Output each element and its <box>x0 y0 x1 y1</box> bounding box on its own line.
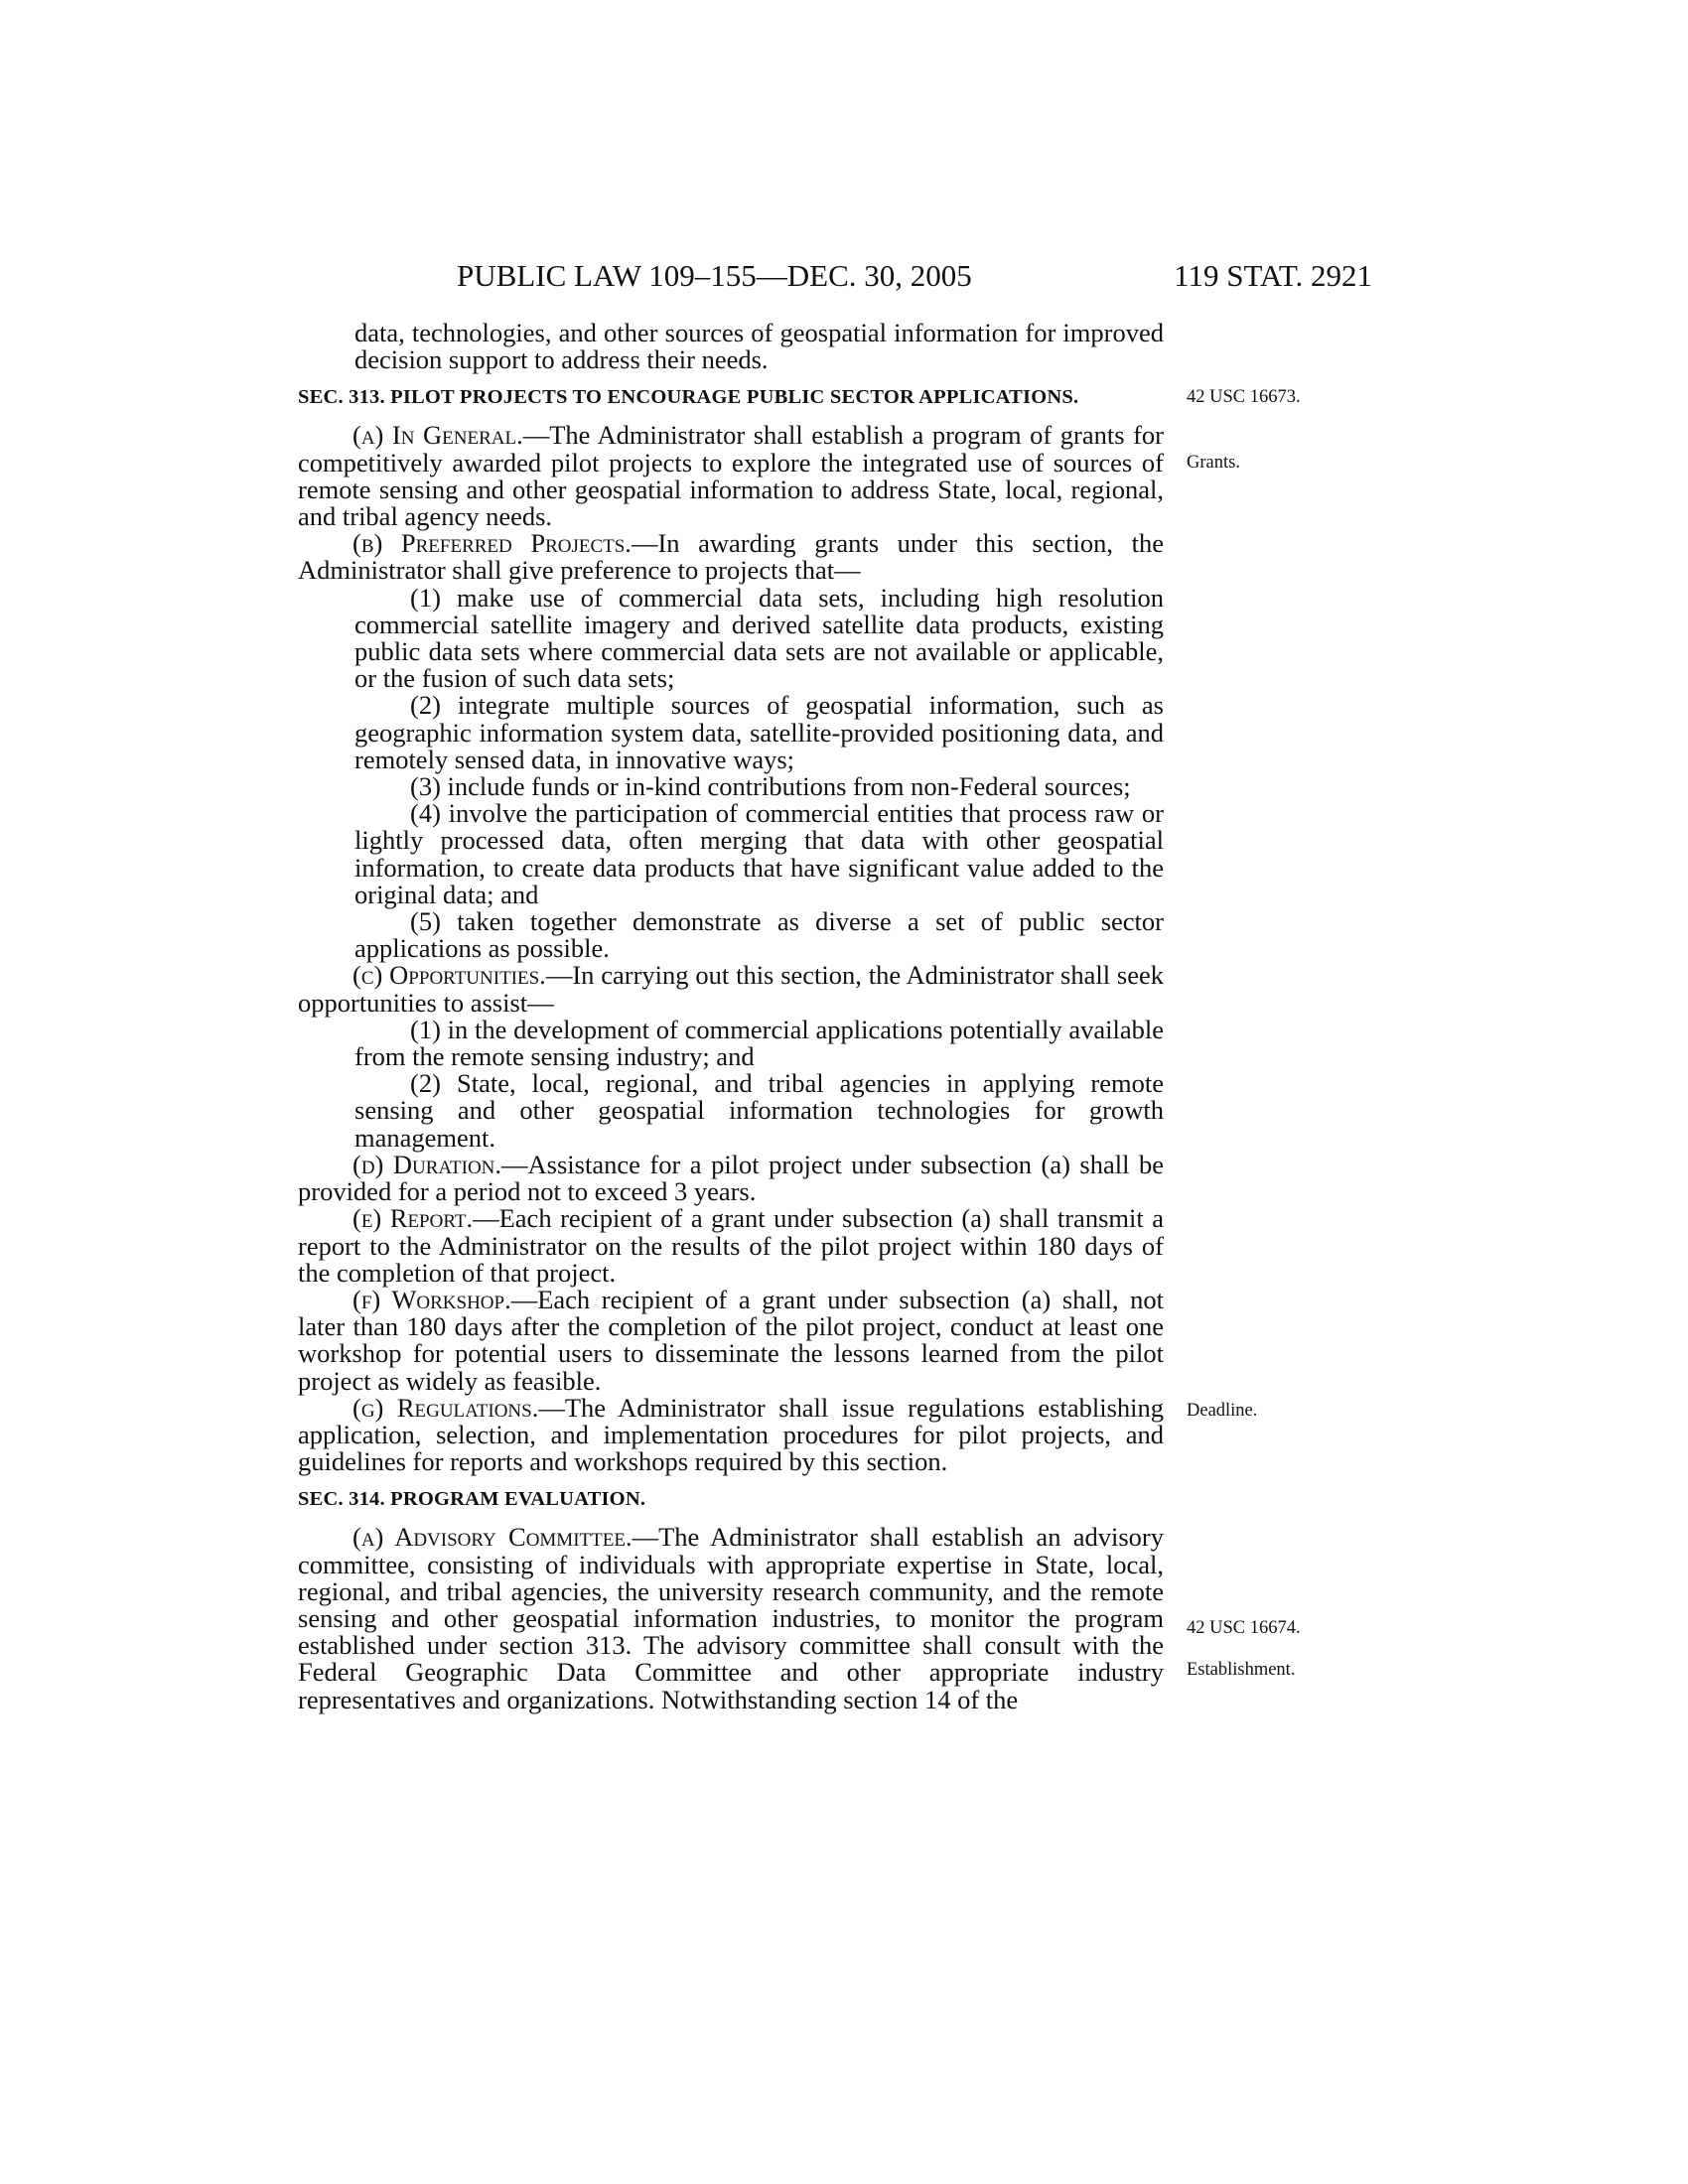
body-text <box>298 320 1164 1713</box>
sec-314-heading: SEC. 314. PROGRAM EVALUATION. <box>298 1488 646 1511</box>
sec-313-d: (d) Duration.—Assistance for a pilot project under subsection (a) shall be provided for a period not to exceed 3 years. <box>298 1149 1164 1207</box>
margin-note-usc-16673: 42 USC 16673. <box>1187 387 1301 407</box>
margin-note-establishment: Establishment. <box>1187 1660 1296 1680</box>
sec-313-heading: SEC. 313. PILOT PROJECTS TO ENCOURAGE PUBLIC SECTOR APPLICATIONS. <box>298 386 1079 409</box>
subsection-label: (b) Preferred Projects. <box>352 528 632 559</box>
subsection-label: (d) Duration. <box>352 1149 502 1179</box>
margin-note-deadline: Deadline. <box>1187 1401 1258 1421</box>
sec-313-b-item: (1) make use of commercial data sets, including high resolution commercial satellite imagery and derived satellite data products, existing public data sets where commercial data sets are not available or applicable, or the fusion of such data sets; <box>354 582 1164 694</box>
sec-313-e: (e) Report.—Each recipient of a grant under subsection (a) shall transmit a report to the Administrator on the results of the pilot project within 180 days of the completion of that project. <box>298 1203 1164 1288</box>
sec-313-c-item: (2) State, local, regional, and tribal agencies in applying remote sensing and other geospatial information technologies for growth management. <box>354 1068 1164 1153</box>
sec-313-c-item: (1) in the development of commercial applications potentially available from the remote sensing industry; and <box>354 1014 1164 1072</box>
sec-313-b: (b) Preferred Projects.—In awarding grants under this section, the Administrator shall give preference to projects that— <box>298 528 1164 586</box>
sec-313-c: (c) Opportunities.—In carrying out this section, the Administrator shall seek opportunities to assist— <box>298 960 1165 1018</box>
sec-313-b-item: (2) integrate multiple sources of geospatial information, such as geographic information system data, satellite-provided positioning data, and remotely sensed data, in innovative ways; <box>354 690 1164 774</box>
subsection-label: (a) In General. <box>352 420 523 451</box>
continuation-paragraph: data, technologies, and other sources of geospatial information for improved decision support to address their needs. <box>354 318 1164 375</box>
header-stat-page: 119 STAT. 2921 <box>1174 258 1372 293</box>
sec-313-a: (a) In General.—The Administrator shall establish a program of grants for competitively awarded pilot projects to explore the integrated use of sources of remote sensing and other geospatial information to address State, local, regional, and tribal agency needs. <box>298 420 1164 532</box>
sec-313-b-item: (4) involve the participation of commercial entities that process raw or lightly processed data, often merging that data with other geospatial information, to create data products that have significant value added to the original data; and <box>354 798 1164 909</box>
sec-313-f: (f) Workshop.—Each recipient of a grant under subsection (a) shall, not later than 180 days after the completion of the pilot project, conduct at least one workshop for potential users to disseminate the lessons learned from the pilot project as widely as feasible. <box>298 1284 1164 1396</box>
subsection-label: (a) Advisory Committee. <box>352 1522 633 1553</box>
subsection-label: (f) Workshop. <box>352 1284 511 1314</box>
running-header <box>298 256 1372 296</box>
sec-314-a: (a) Advisory Committee.—The Administrator shall establish an advisory committee, consisting of individuals with appropriate expertise in State, local, regional, and tribal agencies, the university research community, and the remote sensing and other geospatial information industries, to monitor the program established under section 313. The advisory committee shall consult with the Federal Geographic Data Committee and other appropriate industry representatives and organizations. Notwithstanding section 14 of the <box>298 1522 1164 1714</box>
sec-313-g: (g) Regulations.—The Administrator shall issue regulations establishing application, selection, and implementation procedures for pilot projects, and guidelines for reports and workshops required by this section. <box>298 1392 1164 1477</box>
margin-note-grants: Grants. <box>1187 453 1240 473</box>
header-law-title: PUBLIC LAW 109–155—DEC. 30, 2005 <box>457 258 972 293</box>
subsection-label: (c) Opportunities. <box>352 960 546 991</box>
sec-313-b-item: (3) include funds or in-kind contributions from non-Federal sources; <box>410 771 1131 802</box>
subsection-label: (g) Regulations. <box>352 1392 539 1423</box>
sec-313-b-item: (5) taken together demonstrate as diverse a set of public sector applications as possible. <box>354 906 1164 964</box>
subsection-label: (e) Report. <box>352 1203 474 1234</box>
margin-note-usc-16674: 42 USC 16674. <box>1187 1618 1301 1638</box>
